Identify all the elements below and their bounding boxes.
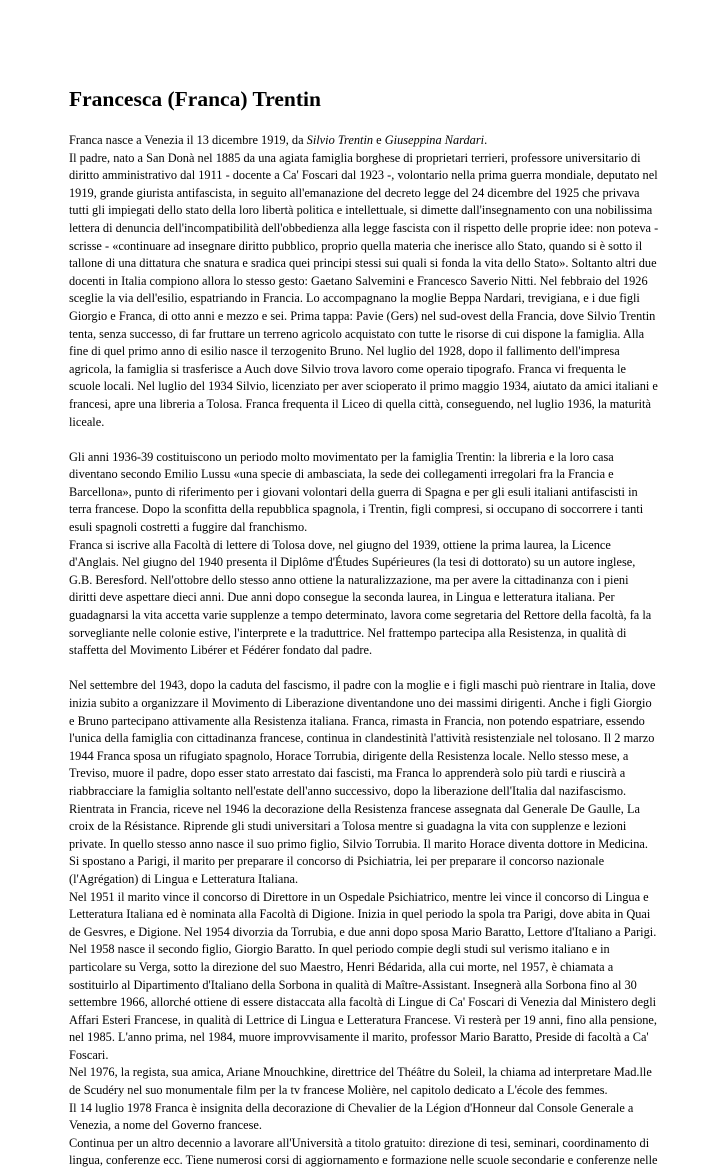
intro-end: . — [484, 133, 488, 147]
page-title: Francesca (Franca) Trentin — [69, 87, 321, 111]
paragraph-1951: Nel 1951 il marito vince il concorso di Direttore in un Ospedale Psichiatrico, mentre lei vince il concorso di Lingua e Letteratura Italiana ed è nominata alla Facoltà di Digione. Inizia in quel periodo la spola tra Parigi, dove abita in Quai de Gesvres, e Digione. Nel 1954 divorzia da Torrubia, e due anni dopo sposa Mario Baratto, Lettore d'Italiano a Parigi. — [69, 889, 657, 939]
section-early-life — [69, 132, 659, 431]
paragraph-father-exile: Il padre, nato a San Donà nel 1885 da una agiata famiglia borghese di proprietari terrieri, professore universitario di diritto amministrativo dal 1911 - docente a Ca' Foscari dal 1923 -, volontario nella prima guerra mondiale, deputato nel 1919, grande giurista antifascista, in seguito all'emanazione del decreto legge del 24 dicembre del 1925 che privava tutti gli impiegati dello stato della loro libertà politica e intellettuale, si dimette dall'insegnamento con una nobilissima lettera di denuncia dell'incompatibilità dell'obbedienza alla legge fascista con il rispetto delle proprie idee: non poteva - scrisse - «continuare ad insegnare diritto pubblico, proprio quella materia che inerisce allo Stato, quando si è sotto il tallone di una dittatura che snatura e sradica quei principi stessi sui quali si fonda la vita dello Stato». Soltanto altri due docenti in Italia compiono allora lo stesso gesto: Gaetano Salvemini e Francesco Saverio Nitti. Nel febbraio del 1926 sceglie la via dell'esilio, espatriando in Francia. Lo accompagnano la moglie Beppa Nardari, trevigiana, e i due figli Giorgio e Franca, di otto anni e mezzo e sei. Prima tappa: Pavie (Gers) nel sud-ovest della Francia, dove Silvio Trentin tenta, senza successo, di far fruttare un terreno agricolo acquistato con tutte le risorse di cui dispone la famiglia. Alla fine di quel primo anno di esilio nasce il terzogenito Bruno. Nel luglio del 1928, dopo il fallimento dell'impresa agricola, la famiglia si trasferisce a Auch dove Silvio trova lavoro come operaio tipografo. Franca vi frequenta le scuole locali. Nel luglio del 1934 Silvio, licenziato per aver scioperato il primo maggio 1934, aiutato da amici italiani e francesi, apre una libreria a Tolosa. Franca frequenta il Liceo di quella città, conseguendo, nel luglio 1936, la maturità liceale. — [69, 150, 659, 429]
paragraph-continuation: Continua per un altro decennio a lavorare all'Università a titolo gratuito: direzione di tesi, seminari, coordinamento di lingua, conferenze ecc. Tiene numerosi corsi di aggiornamento e formazione nelle scuole secondarie e conferenze nelle — [69, 1135, 658, 1168]
father-name: Silvio Trentin — [306, 133, 374, 147]
paragraph-1976: Nel 1976, la regista, sua amica, Ariane Mnouchkine, direttrice del Théâtre du Soleil, la chiama ad interpretare Mad.lle de Scudéry nel suo monumentale film per la tv francese Molière, nel capitolo dedicato a L'école des femmes. — [69, 1065, 652, 1098]
document-page — [69, 86, 659, 1170]
paragraph-1943: Nel settembre del 1943, dopo la caduta del fascismo, il padre con la moglie e i figli maschi può rientrare in Italia, dove inizia subito a organizzare il Movimento di Liberazione diventandone uno dei massimi dirigenti. Anche i figli Giorgio e Bruno partecipano attivamente alla Resistenza italiana. Franca, rimasta in Francia, non potendo espatriare, essendo l'unica della famiglia con cittadinanza francese, continua in clandestinità l'attività resistenziale nel tolosano. Il 2 marzo 1944 Franca sposa un rifugiato spagnolo, Horace Torrubia, dirigente della Resistenza locale. Nello stesso mese, a Treviso, muore il padre, dopo esser stato arrestato dai fascisti, ma Franca lo apprenderà solo più tardi e riuscirà a riabbracciare la famiglia soltanto nell'estate dell'anno successivo, dopo la liberazione dell'Italia dal nazifascismo. — [69, 678, 656, 798]
mother-name: Giuseppina Nardari — [384, 133, 485, 147]
paragraph-1946: Rientrata in Francia, riceve nel 1946 la decorazione della Resistenza francese assegnata dal Generale De Gaulle, La croix de la Résistance. Riprende gli studi universitari a Tolosa mentre si guadagna la vita con supplenze e lezioni private. In quello stesso anno nasce il suo primo figlio, Silvio Torrubia. Il marito Horace diventa dottore in Medicina. Si spostano a Parigi, il marito per preparare il concorso di Psichiatria, lei per preparare il concorso nazionale (l'Agrégation) di Lingua e Letteratura Italiana. — [69, 801, 648, 886]
intro-paragraph — [69, 132, 659, 150]
intro-lead: Franca nasce a Venezia il 13 dicembre 1919, da — [69, 133, 307, 147]
paragraph-1936-39: Gli anni 1936-39 costituiscono un periodo molto movimentato per la famiglia Trentin: la libreria e la loro casa diventano secondo Emilio Lussu «una specie di ambasciata, la sede dei collegamenti irregolari fra la Francia e Barcellona», punto di riferimento per i giovani volontari della guerra di Spagna e per gli esuli italiani antifascisti in terra francese. Dopo la sconfitta della repubblica spagnola, i Trentin, figli compresi, si occupano di soccorrere i tanti esuli spagnoli costretti a fuggire dal franchismo. — [69, 449, 644, 535]
section-1943-onward — [69, 677, 659, 1170]
paragraph-1978: Il 14 luglio 1978 Franca è insignita della decorazione di Chevalier de la Légion d'Honneur dal Console Generale a Venezia, a nome del Governo francese. — [69, 1100, 634, 1133]
paragraph-toulouse-studies: Franca si iscrive alla Facoltà di lettere di Tolosa dove, nel giugno del 1939, ottiene la prima laurea, la Licence d'Anglais. Nel giugno del 1940 presenta il Diplôme d'Études Supérieures (la tesi di dottorato) su un autore inglese, G.B. Beresford. Nell'ottobre dello stesso anno ottiene la naturalizzazione, ma per avere la cittadinanza con i pieni diritti deve aspettare dieci anni. Due anni dopo consegue la seconda laurea, in Lingua e letteratura italiana. Per guadagnarsi la vita accetta varie supplenze a tempo determinato, lavora come segretaria del Rettore della facoltà, fa la sorvegliante nelle colonie estive, l'interprete e la traduttrice. Nel frattempo partecipa alla Resistenza, in qualità di staffetta del Movimento Libérer et Fédérer fondato dal padre. — [69, 537, 652, 658]
paragraph-1958: Nel 1958 nasce il secondo figlio, Giorgio Baratto. In quel periodo compie degli studi sul verismo italiano e in particolare su Verga, sotto la direzione del suo Maestro, Henri Bédarida, alla cui morte, nel 1957, è chiamata a sostituirlo al Dipartimento d'Italiano della Sorbona in qualità di Maître-Assistant. Insegnerà alla Sorbona fino al 30 settembre 1966, allorché ottiene di essere distaccata alla facoltà di Lingue di Ca' Foscari di Venezia dal Ministero degli Affari Esteri Francese, in qualità di Lettrice di Lingua e Letteratura Francese. Vi resterà per 19 anni, fino alla pensione, nel 1985. L'anno prima, nel 1984, muore improvvisamente il marito, professor Mario Baratto, Preside di facoltà a Ca' Foscari. — [69, 942, 657, 1062]
section-1936-1942 — [69, 449, 659, 660]
intro-conj: e — [373, 133, 385, 147]
